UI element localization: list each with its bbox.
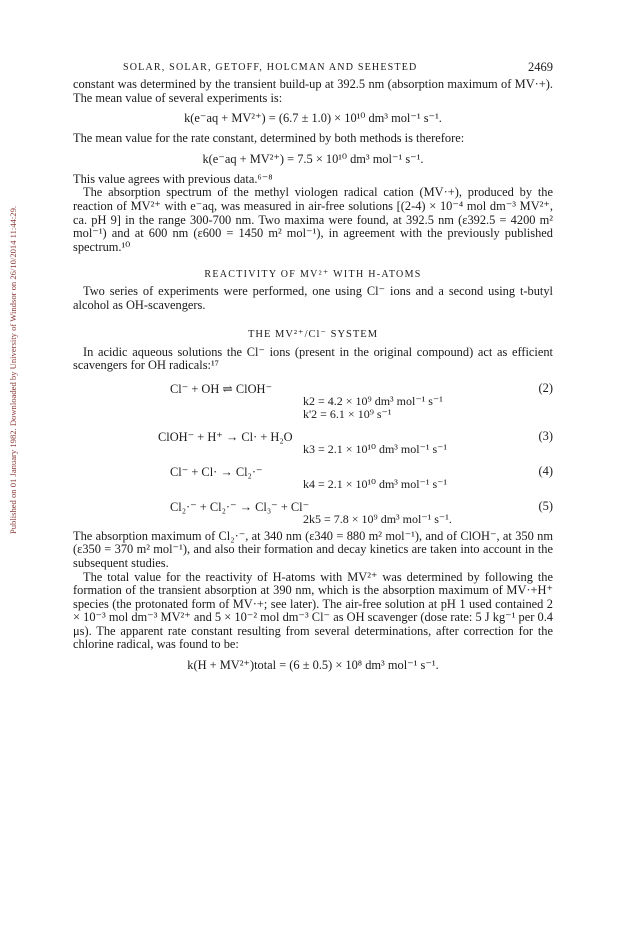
reaction-number: (2): [538, 380, 553, 395]
reaction-number: (3): [538, 428, 553, 443]
paragraph-mean-value: The mean value for the rate constant, determined by both methods is therefore:: [73, 131, 465, 146]
section-heading-reactivity: REACTIVITY OF MV²⁺ WITH H-ATOMS: [204, 269, 422, 281]
reaction-4: [73, 456, 553, 491]
rate-constant: k'2 = 6.1 × 10⁹ s⁻¹: [303, 406, 392, 421]
reaction-5: [73, 491, 553, 526]
subsection-heading-system: THE MV²⁺/Cl⁻ SYSTEM: [247, 328, 379, 340]
paragraph-absorption-spectrum: The absorption spectrum of the methyl viologen radical cation (MV·+), produced by the reaction of MV²⁺ with e⁻aq, was measured in air-free solutions [(2-4) × 10⁻⁴ mol dm⁻³ MV²⁺, ca. pH 9] in the range 300-700 nm. Two maxima were found, at 392.5 nm (ε392.5 = 4200 m² mol⁻¹) and at 600 nm (ε600 = 1450 m² mol⁻¹), in agreement with the previously published spectrum.¹⁰: [73, 185, 553, 254]
reaction-formula: ClOH⁻ + H⁺ → Cl· + H₂O: [158, 429, 293, 444]
download-note: Published on 01 January 1982. Downloaded by University of Windsor on 26/10/2014 11:44:29.: [8, 205, 18, 535]
paragraph-rate-constant: constant was determined by the transient build-up at 392.5 nm (absorption maximum of MV·+). The mean value of several experiments is:: [73, 77, 553, 105]
reaction-number: (4): [538, 463, 553, 478]
running-header: [73, 60, 553, 78]
rate-constant: k4 = 2.1 × 10¹⁰ dm³ mol⁻¹ s⁻¹: [303, 476, 448, 491]
page-number: 2469: [528, 60, 553, 74]
journal-page: [73, 60, 553, 679]
download-watermark: [6, 160, 20, 580]
paragraph-h-atom-reactivity: The total value for the reactivity of H-atoms with MV²⁺ was determined by following the formation of the transient absorption at 390 nm, which is the absorption maximum of MV·+H⁺ species (the protonated form of MV·+; see later). The air-free solution at pH 1 used contained 2 × 10⁻³ mol dm⁻³ MV²⁺ and 5 × 10⁻² mol dm⁻³ Cl⁻ as OH scavenger (dose rate: 5 J kg⁻¹ per 0.4 μs). The apparent rate constant resulting from several determinations, after correction for the chlorine radical, was found to be:: [73, 569, 553, 652]
rate-constant: k2 = 4.2 × 10⁹ dm³ mol⁻¹ s⁻¹: [303, 393, 443, 408]
equation-rate-total: k(H + MV²⁺)total = (6 ± 0.5) × 10⁸ dm³ mol⁻¹ s⁻¹.: [187, 658, 439, 673]
paragraph-agreement: This value agrees with previous data.⁶⁻⁸: [73, 171, 273, 186]
reaction-formula: Cl₂·⁻ + Cl₂·⁻ → Cl₃⁻ + Cl⁻: [170, 499, 310, 514]
reaction-number: (5): [538, 498, 553, 513]
paragraph-experiments: Two series of experiments were performed, one using Cl⁻ ions and a second using t-butyl alcohol as OH-scavengers.: [73, 284, 553, 312]
paragraph-absorption-maximum: The absorption maximum of Cl₂·⁻, at 340 nm (ε340 = 880 m² mol⁻¹), and of ClOH⁻, at 350 nm (ε350 = 370 m² mol⁻¹), and also their formation and decay kinetics are taken into account in the subsequent studies.: [73, 528, 553, 570]
running-title: SOLAR, SOLAR, GETOFF, HOLCMAN AND SEHESTED: [123, 62, 418, 73]
reaction-formula: Cl⁻ + Cl· → Cl₂·⁻: [170, 464, 263, 479]
equation-rate-1: k(e⁻aq + MV²⁺) = (6.7 ± 1.0) × 10¹⁰ dm³ mol⁻¹ s⁻¹.: [184, 111, 442, 126]
reaction-formula: Cl⁻ + OH ⇌ ClOH⁻: [170, 381, 273, 396]
reaction-2: [73, 373, 553, 421]
equation-rate-2: k(e⁻aq + MV²⁺) = 7.5 × 10¹⁰ dm³ mol⁻¹ s⁻¹.: [202, 151, 424, 166]
reaction-3: [73, 421, 553, 456]
paragraph-scavengers: In acidic aqueous solutions the Cl⁻ ions (present in the original compound) act as efficient scavengers for OH radicals:¹⁷: [73, 344, 553, 373]
rate-constant: k3 = 2.1 × 10¹⁰ dm³ mol⁻¹ s⁻¹: [303, 441, 448, 456]
rate-constant: 2k5 = 7.8 × 10⁹ dm³ mol⁻¹ s⁻¹.: [303, 511, 452, 526]
